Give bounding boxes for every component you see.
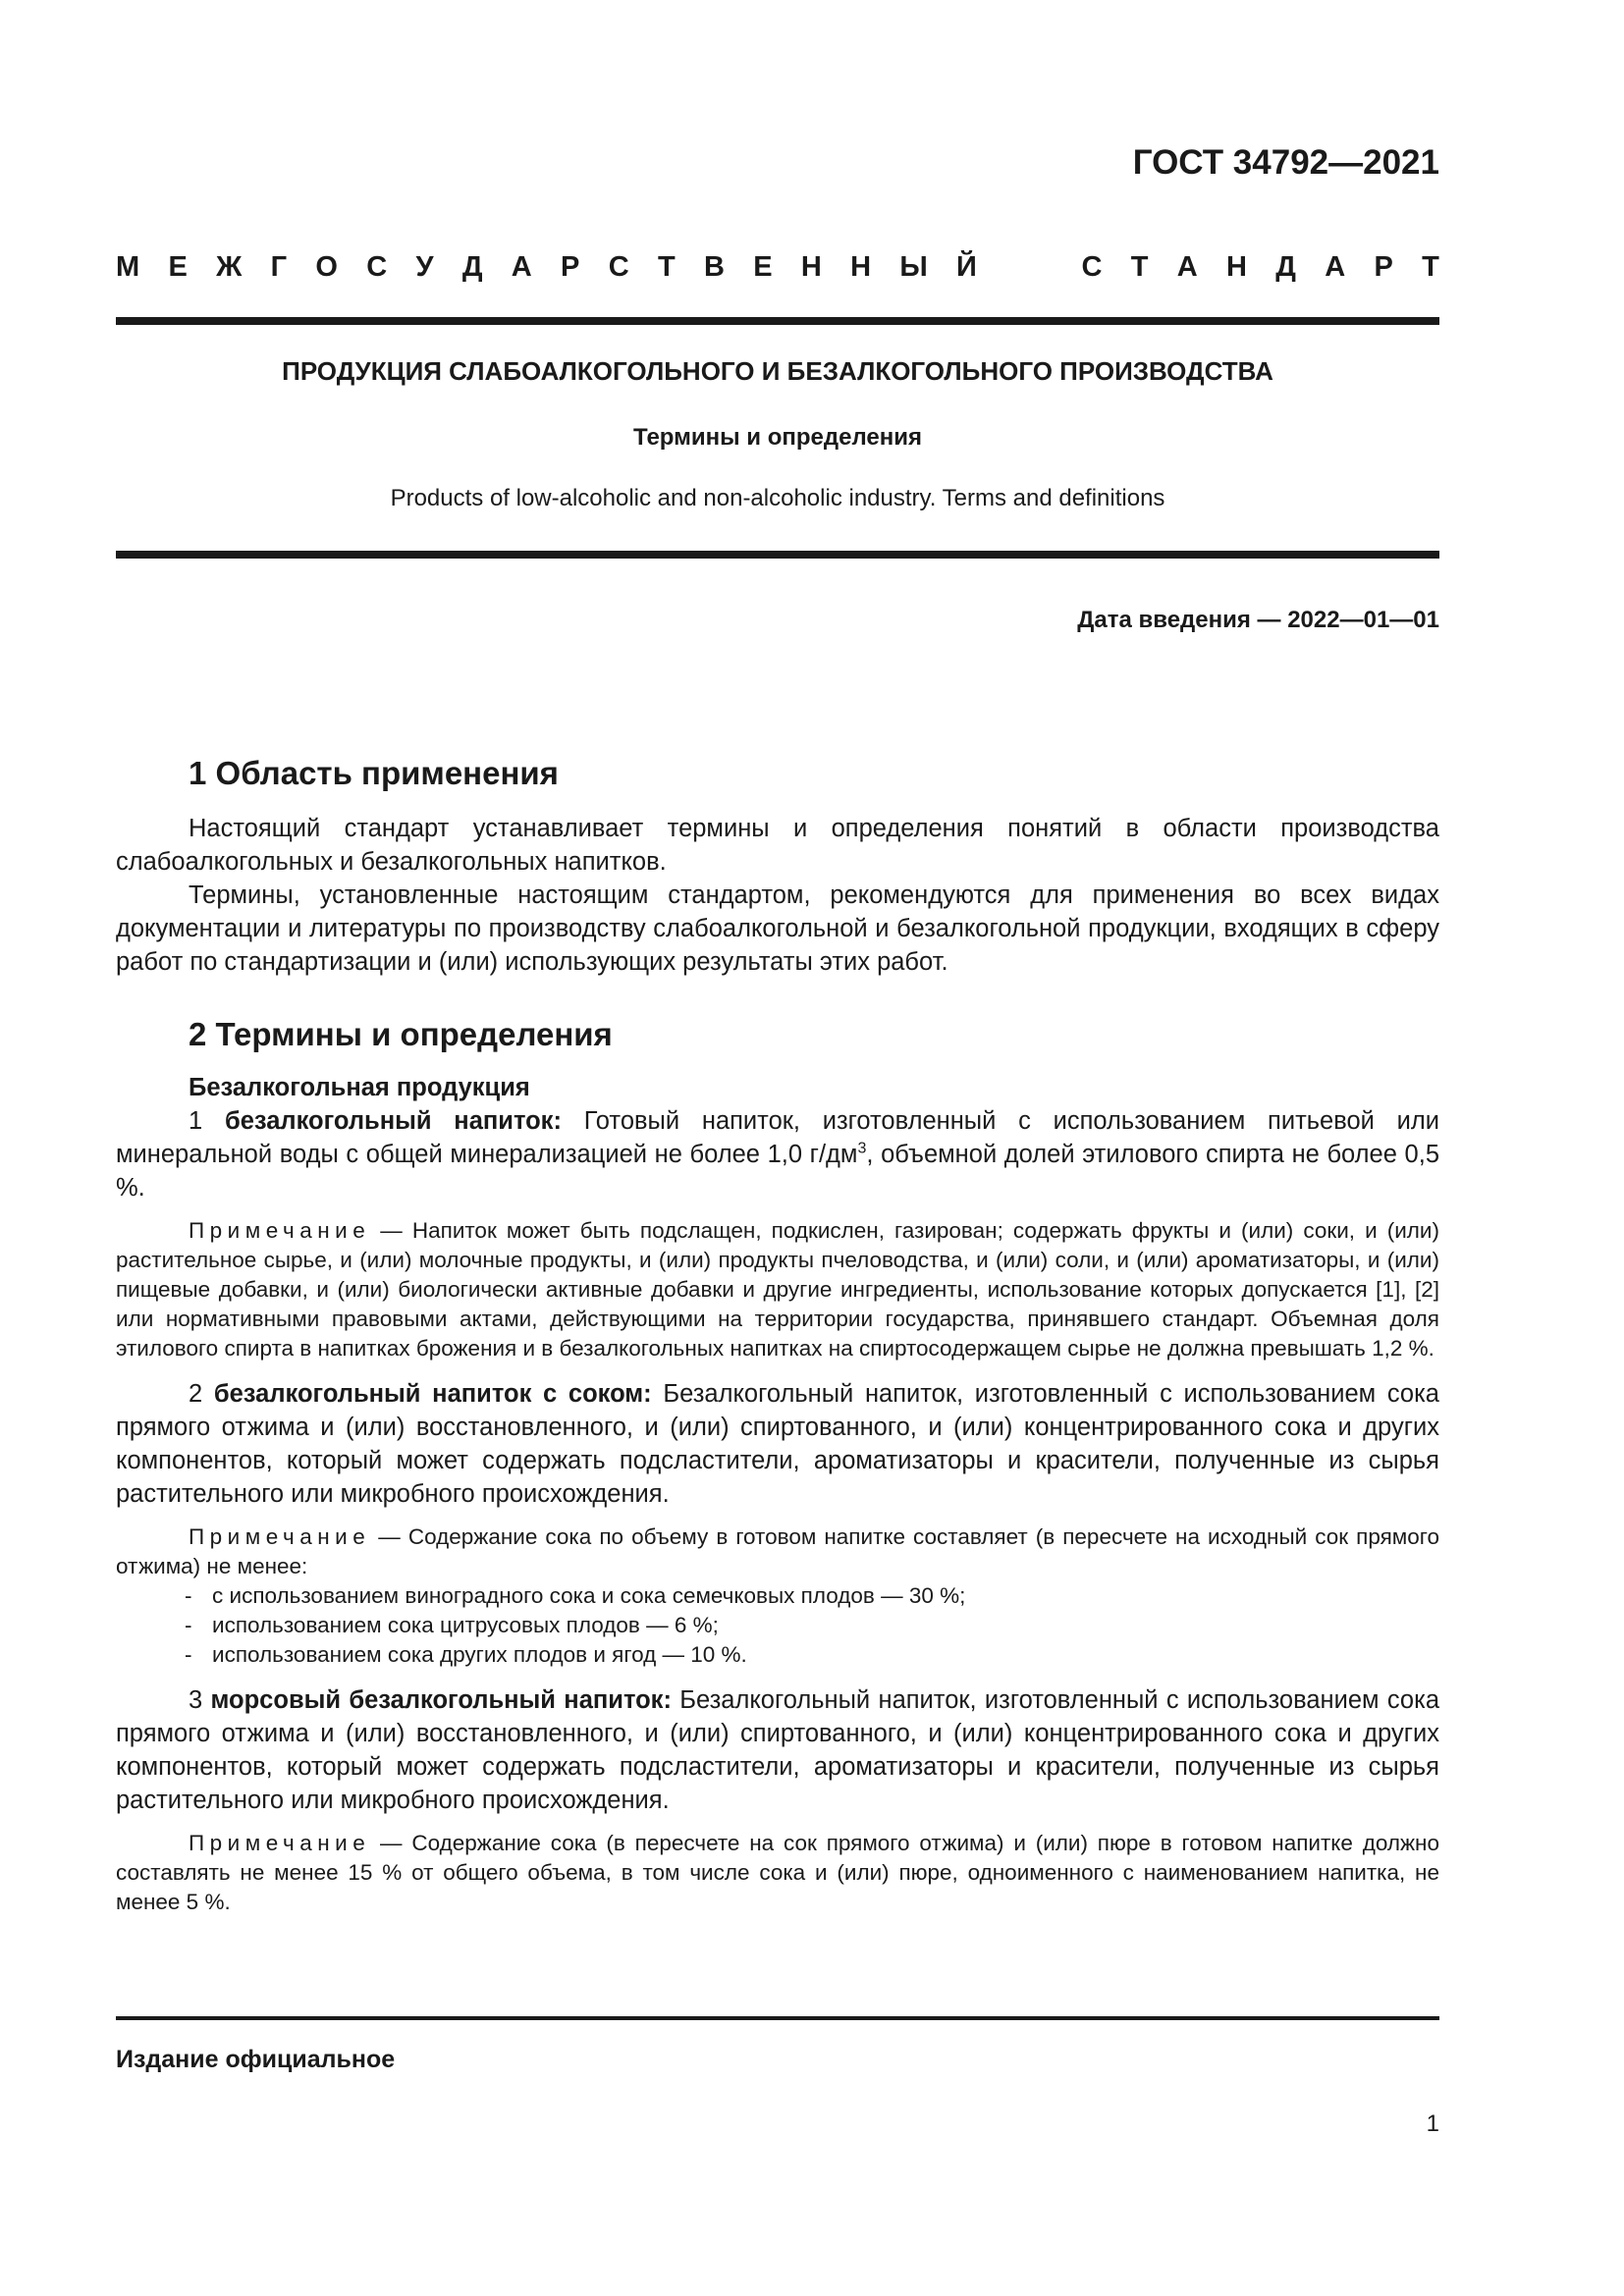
term-entry-2: 2 безалкогольный напиток с соком: Безалкогольный напиток, изготовленный с использованием сока прямого отжима и (или) восстановленного, и (или) спиртованного, и (или) концентрированного сока и других компонентов, который может содержать подсластители, ароматизаторы и красители, полученные из сырья растительного или микробного происхождения. <box>116 1380 1439 1508</box>
banner-letter: Н <box>800 251 822 283</box>
banner-letter: С <box>1081 251 1103 283</box>
banner-letter: Р <box>1374 251 1393 283</box>
footer-rule <box>116 2016 1439 2020</box>
title-rule <box>116 551 1439 559</box>
juice-content-list <box>116 1581 1439 1670</box>
term-1-note: Примечание — Напиток может быть подслащен, подкислен, газирован; содержать фрукты и (или) соки, и (или) растительное сырье, и (или) молочные продукты, и (или) продукты пчеловодства, и (или) соли, и (или) ароматизаторы, и (или) пищевые добавки, и (или) биологически активные добавки и другие ингредиенты, использование которых допускается [1], [2] или нормативными правовыми актами, действующими на территории государства, принявшего стандарт. Объемная доля этилового спирта в напитках брожения и в безалкогольных напитках на спиртосодержащем сырье не должна превышать 1,2 %. <box>116 1218 1439 1361</box>
note-label: Примечание <box>189 1218 371 1243</box>
note-label: Примечание <box>189 1831 371 1855</box>
document-title-english: Products of low-alcoholic and non-alcoholic industry. Terms and definitions <box>390 485 1165 511</box>
banner-letter: Е <box>753 251 773 283</box>
banner-letter: Н <box>850 251 872 283</box>
term-name: безалкогольный напиток: <box>224 1107 562 1135</box>
interstate-standard-banner <box>116 251 1439 284</box>
term-name: безалкогольный напиток с соком: <box>213 1380 652 1408</box>
term-3-note: Примечание — Содержание сока (в пересчете на сок прямого отжима) и (или) пюре в готовом напитке должно составлять не менее 15 % от общего объема, в том числе сока и (или) пюре, одноименного с наименованием напитка, не менее 5 %. <box>116 1831 1439 1914</box>
term-entry-1: 1 безалкогольный напиток: Готовый напиток, изготовленный с использованием питьевой или минеральной воды с общей минерализацией не более 1,0 $г/дм^3$, объемной долей этилового спирта не более 0,5 %. <box>116 1107 1440 1201</box>
banner-letter: Й <box>956 251 977 283</box>
document-subtitle: Термины и определения <box>632 424 923 451</box>
banner-letter: Т <box>657 251 676 283</box>
term-name: морсовый безалкогольный напиток: <box>210 1686 672 1714</box>
page-number: 1 <box>1426 2110 1439 2137</box>
banner-letter: М <box>116 251 140 283</box>
document-title: ПРОДУКЦИЯ СЛАБОАЛКОГОЛЬНОГО И БЕЗАЛКОГОЛЬНОГО ПРОИЗВОДСТВА <box>282 356 1273 386</box>
banner-letter: Е <box>168 251 188 283</box>
banner-letter: Ж <box>216 251 243 283</box>
banner-letter: Т <box>1422 251 1439 283</box>
banner-letter: А <box>511 251 532 283</box>
banner-letter: Н <box>1226 251 1247 283</box>
banner-letter: В <box>703 251 725 283</box>
top-rule <box>116 317 1439 325</box>
list-item: - использованием сока других плодов и ягод — 10 %. <box>116 1640 1439 1670</box>
official-edition-label: Издание официальное <box>116 2046 396 2073</box>
document-body <box>116 751 1439 1917</box>
banner-letter: С <box>366 251 388 283</box>
section-1-paragraph: Настоящий стандарт устанавливает термины и определения понятий в области производства слабоалкогольных и безалкогольных напитков. <box>116 815 1439 876</box>
banner-letter: У <box>415 251 434 283</box>
note-label: Примечание <box>189 1524 371 1549</box>
list-item: - с использованием виноградного сока и сока семечковых плодов — 30 %; <box>116 1581 1439 1611</box>
banner-letter: О <box>315 251 338 283</box>
term-group-heading: Безалкогольная продукция <box>189 1074 530 1101</box>
term-2-note: Примечание — Содержание сока по объему в готовом напитке составляет (в пересчете на исходный сок прямого отжима) не менее: <box>116 1524 1439 1578</box>
banner-letter: С <box>608 251 629 283</box>
section-1-paragraph: Термины, установленные настоящим стандартом, рекомендуются для применения во всех видах документации и литературы по производству слабоалкогольной и безалкогольной продукции, входящих в сферу работ по стандартизации и (или) использующих результаты этих работ. <box>116 881 1439 976</box>
banner-letter: Г <box>270 251 288 283</box>
section-1-heading: 1 Область применения <box>189 755 559 791</box>
gost-code: ГОСТ 34792—2021 <box>1132 143 1439 182</box>
banner-letter: А <box>1325 251 1346 283</box>
banner-letter: Р <box>561 251 580 283</box>
banner-letter: Ы <box>899 251 928 283</box>
introduction-date: Дата введения — 2022—01—01 <box>1077 607 1439 633</box>
list-item: - использованием сока цитрусовых плодов — 6 %; <box>116 1611 1439 1640</box>
banner-letter: Д <box>461 251 483 283</box>
banner-letter: А <box>1176 251 1198 283</box>
term-entry-3: 3 морсовый безалкогольный напиток: Безалкогольный напиток, изготовленный с использованием сока прямого отжима и (или) восстановленного, и (или) спиртованного, и (или) концентрированного сока и других компонентов, который может содержать подсластители, ароматизаторы и красители, полученные из сырья растительного или микробного происхождения. <box>116 1686 1439 1814</box>
banner-letter: Д <box>1275 251 1296 283</box>
banner-letter: Т <box>1130 251 1149 283</box>
section-2-heading: 2 Термины и определения <box>189 1016 613 1052</box>
